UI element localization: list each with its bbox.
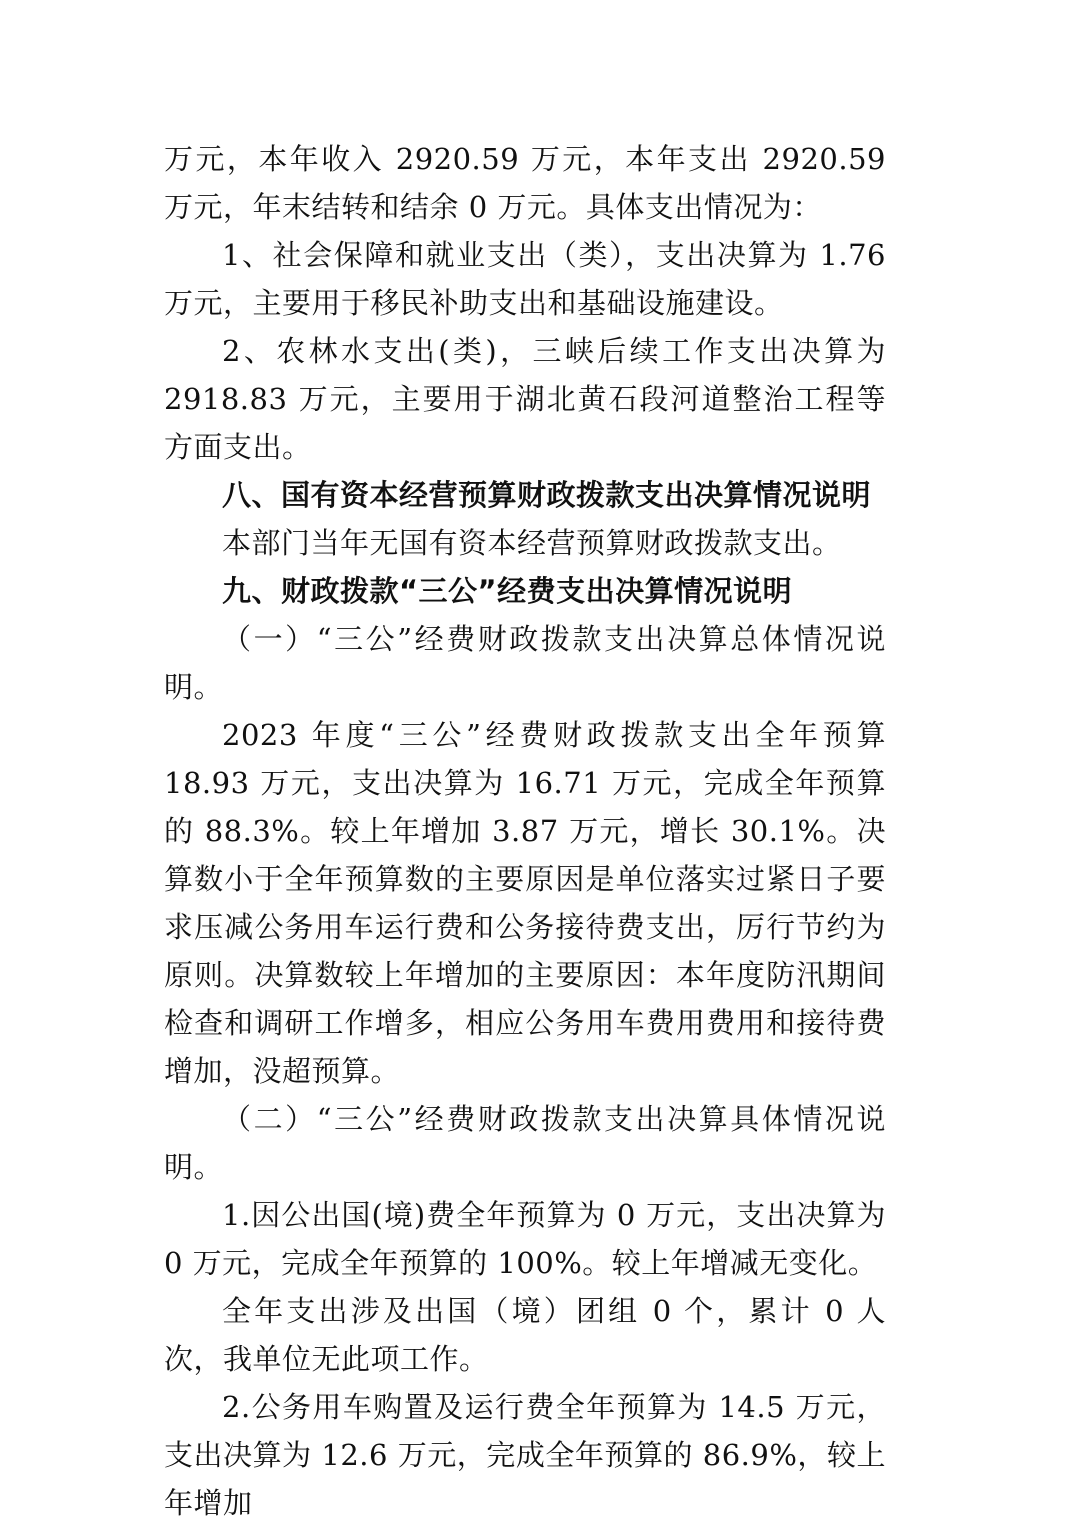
section-heading-9: 九、财政拨款“三公”经费支出决算情况说明: [222, 574, 793, 608]
paragraph-income-summary: 万元，本年收入 2920.59 万元，本年支出 2920.59 万元，年末结转和结余 0 万元。具体支出情况为：: [164, 142, 886, 224]
paragraph-official-vehicles: 2.公务用车购置及运行费全年预算为 14.5 万元，支出决算为 12.6 万元，完成全年预算的 86.9%，较上年增加: [164, 1390, 886, 1520]
paragraph-agriculture: 2、农林水支出(类)，三峡后续工作支出决算为2918.83 万元，主要用于湖北黄石段河道整治工程等方面支出。: [164, 334, 886, 464]
paragraph-overseas-groups: 全年支出涉及出国（境）团组 0 个，累计 0 人次，我单位无此项工作。: [164, 1294, 886, 1376]
paragraph-state-capital: 本部门当年无国有资本经营预算财政拨款支出。: [222, 526, 842, 560]
section-heading-8: 八、国有资本经营预算财政拨款支出决算情况说明: [222, 478, 872, 512]
paragraph-three-public-overall: 2023 年度“三公”经费财政拨款支出全年预算 18.93 万元，支出决算为 16.71 万元，完成全年预算的 88.3%。较上年增加 3.87 万元，增长 30.1%。决算数小于全年预算数的主要原因是单位落实过紧日子要求压减公务用车运行费和公务接待费支出，厉行节约为原则。决算数较上年增加的主要原因：本年度防汛期间检查和调研工作增多，相应公务用车费用费用和接待费增加，没超预算。: [164, 718, 886, 1088]
document-body: [164, 135, 886, 1527]
subsection-heading-1: （一）“三公”经费财政拨款支出决算总体情况说明。: [164, 622, 886, 704]
subsection-heading-2: （二）“三公”经费财政拨款支出决算具体情况说明。: [164, 1102, 886, 1184]
paragraph-overseas-travel: 1.因公出国(境)费全年预算为 0 万元，支出决算为 0 万元，完成全年预算的 100%。较上年增减无变化。: [164, 1198, 886, 1280]
paragraph-social-security: 1、社会保障和就业支出（类），支出决算为 1.76 万元，主要用于移民补助支出和基础设施建设。: [164, 238, 886, 320]
